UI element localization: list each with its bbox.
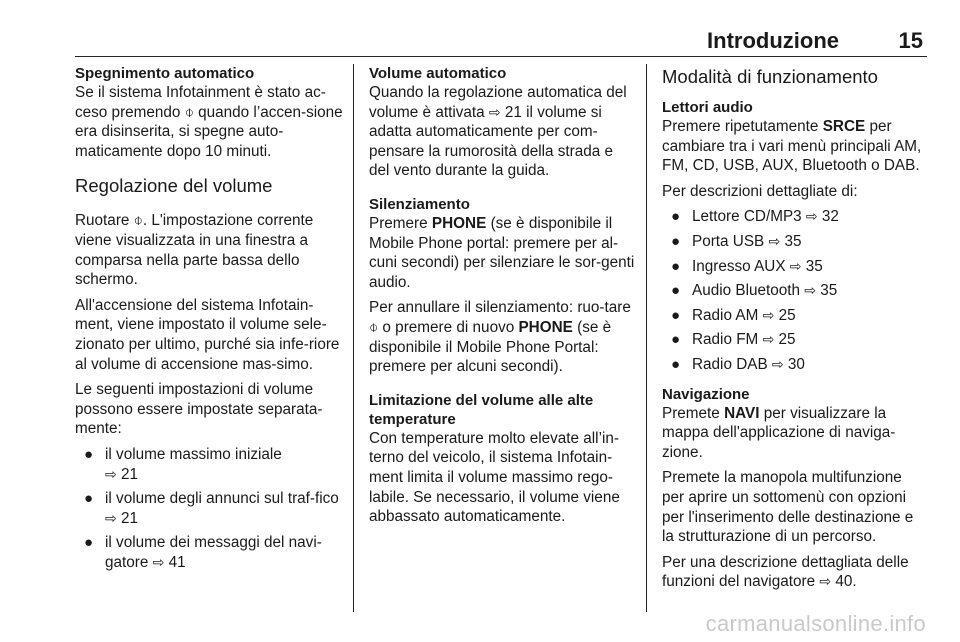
list-item: ● il volume dei messaggi del navi-gatore ⇨ 41 [84,534,322,571]
bullet-icon: ● [671,282,681,300]
heading-auto-volume: Volume automatico [369,65,507,82]
page-ref[interactable]: 35 [805,257,823,275]
heading-temp-limit: Limitazione del volume alle alte temperature [369,391,594,428]
paragraph: Per annullare il silenziamento: ruo-tare ⌽ o premere di nuovo PHONE (se è disponibile il Mobile Phone Portal: premere per alcuni secondi). [369,299,631,376]
bullet-icon: ● [84,490,94,508]
heading-volume: Regolazione del volume [75,175,273,197]
page-ref[interactable]: 25 [778,306,796,324]
list-item: ● Radio FM ⇨ 25 [671,331,796,349]
page-ref-icon: ⇨ [771,355,784,372]
heading-navigation: Navigazione [662,385,750,403]
bullet-icon: ● [671,306,681,324]
page-ref[interactable]: 32 [821,208,839,226]
column-2 [369,64,635,533]
page-ref-icon: ⇨ [819,573,832,590]
key-label: NAVI [724,404,760,422]
bullet-icon: ● [671,355,681,373]
page-ref-icon: ⇨ [805,208,818,225]
page-ref[interactable]: 40 [835,573,853,591]
heading-modes: Modalità di funzionamento [662,66,878,87]
list-item: ● il volume massimo iniziale ⇨ 21 [84,445,282,483]
page-ref-icon: ⇨ [789,257,802,274]
paragraph: All'accensione del sistema Infotain-ment, viene impostato il volume sele-zionato per ultimo, purché sia infe-riore al volume di accensione mas-simo. [75,296,340,373]
list-item: ● Porta USB ⇨ 35 [671,232,802,250]
page-ref-icon: ⇨ [488,103,501,120]
paragraph: Premete NAVI per visualizzare la mappa dell'applicazione di naviga-zione. [662,404,896,461]
page-ref-icon: ⇨ [105,465,117,482]
paragraph: Con temperature molto elevate all’in-terno del veicolo, il sistema Infotain-ment limita il volume massimo rego-labile. Se necessario, il volume viene abbassato automaticamente. [369,429,620,526]
list-item: ● il volume degli annunci sul traf-fico ⇨ 21 [84,490,339,527]
page-ref-icon: ⇨ [152,553,165,570]
column-1 [75,64,347,582]
heading-auto-off: Spegnimento automatico [75,65,255,82]
list-item: ● Lettore CD/MP3 ⇨ 32 [671,208,839,226]
paragraph: Premete la manopola multifunzione per aprire un sottomenù con opzioni per l'inserimento delle destinazione e la strutturazione di un percorso. [662,469,914,546]
heading-mute: Silenziamento [369,195,470,213]
page-ref-icon: ⇨ [762,306,775,323]
page-ref[interactable]: 30 [787,355,805,373]
heading-audio-players: Lettori audio [662,99,753,116]
bullet-icon: ● [671,257,681,275]
list-item: ● Audio Bluetooth ⇨ 35 [671,282,838,300]
paragraph: Le seguenti impostazioni di volume possono essere impostate separata-mente: [75,381,323,438]
list-item: ● Ingresso AUX ⇨ 35 [671,257,823,275]
page-header [75,26,927,57]
page-ref-icon: ⇨ [762,331,775,348]
page-ref-icon: ⇨ [768,232,781,249]
paragraph: Per una descrizione dettagliata delle funzioni del navigatore ⇨ 40. [662,553,909,591]
paragraph: Se il sistema Infotainment è stato ac-ceso premendo ⌽ quando l’accen-sione era disinserita, si spegne auto-maticamente dopo 10 minuti. [75,84,343,160]
page-ref[interactable]: 41 [168,553,186,571]
page-ref[interactable]: 21 [504,103,522,121]
bullet-icon: ● [671,208,681,226]
page-ref[interactable]: 35 [820,282,838,300]
bullet-icon: ● [671,232,681,250]
page-ref[interactable]: 21 [120,509,138,527]
page-ref[interactable]: 35 [784,232,802,250]
page-ref[interactable]: 21 [120,465,138,483]
column-divider [646,64,647,612]
list-item: ● Radio AM ⇨ 25 [671,306,796,324]
bullet-icon: ● [84,445,94,463]
page-number: 15 [898,28,923,53]
page-ref-icon: ⇨ [105,509,117,526]
watermark: carmanualsonline.info [705,611,926,636]
key-label: SRCE [822,118,866,135]
paragraph: Premere PHONE (se è disponibile il Mobile Phone portal: premere per al-cuni secondi) per silenziare le sor-genti audio. [369,214,635,291]
key-label: PHONE [518,318,573,336]
bullet-icon: ● [84,534,94,552]
volume-settings-list [75,445,347,573]
paragraph: Premere ripetutamente SRCE per cambiare tra i vari menù principali AM, FM, CD, USB, AUX, Bluetooth o DAB. [662,118,922,175]
key-label: PHONE [431,214,487,232]
column-divider [353,64,354,612]
paragraph: Per descrizioni dettagliate di: [662,182,858,200]
source-list [662,207,928,374]
page-ref-icon: ⇨ [804,282,816,299]
bullet-icon: ● [671,331,681,349]
page-ref[interactable]: 25 [778,331,796,349]
column-3 [662,64,928,598]
list-item: ● Radio DAB ⇨ 30 [671,355,805,373]
paragraph: Quando la regolazione automatica del volume è attivata ⇨ 21 il volume si adatta automaticamente per com-pensare la rumorosità della strada e del vento durante la guida. [369,84,627,180]
paragraph: Ruotare ⌽. L'impostazione corrente viene visualizzata in una finestra a comparsa nella parte bassa dello schermo. [75,212,314,289]
section-title: Introduzione [707,28,839,53]
